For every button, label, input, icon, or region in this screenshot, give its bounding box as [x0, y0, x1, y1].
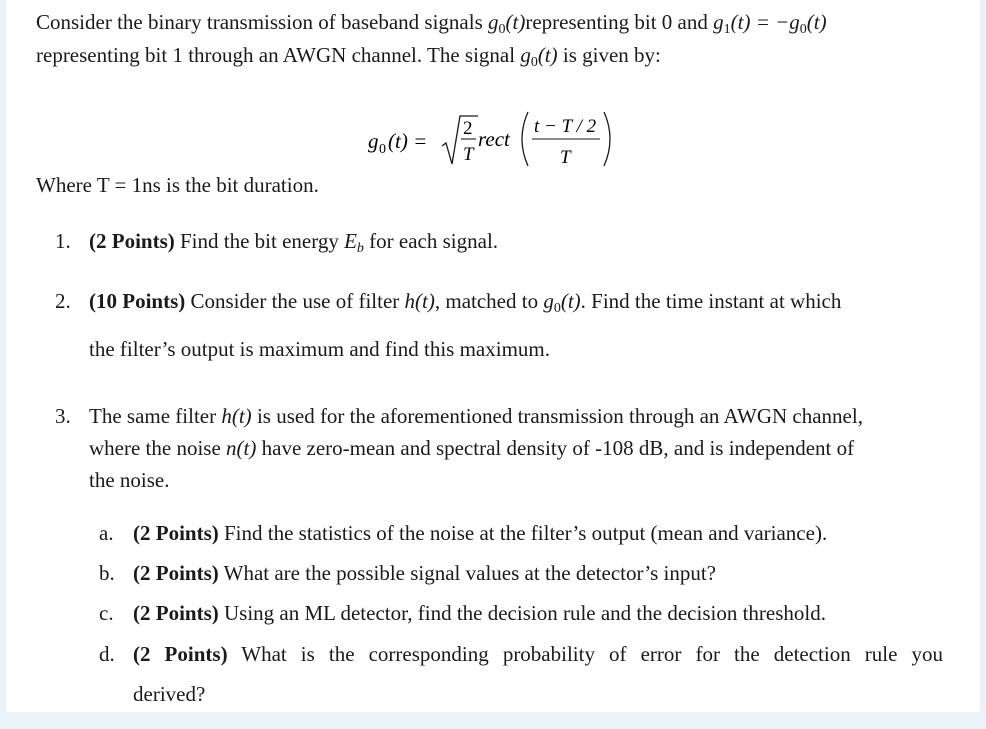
intro-line-1: Consider the binary transmission of baseband signals $g_0(t)representing$ bit 0 and $g_1(t) = -g_0(t)$: [36, 10, 827, 37]
eq-lhs-arg: (t) =: [388, 129, 428, 153]
sqrt-denominator: T: [463, 144, 474, 165]
q2-line-2: the filter’s output is maximum and find this maximum.: [89, 337, 550, 361]
rect-label: rect: [478, 127, 510, 151]
q3-line-1: The same filter h(t) is used for the aforementioned transmission through an AWGN channel,: [89, 404, 863, 428]
left-paren: [522, 112, 528, 166]
frac-numerator: t − T / 2: [534, 116, 597, 137]
q3c-text: (2 Points) Using an ML detector, find the decision rule and the decision threshold.: [133, 601, 826, 625]
eq-lhs-sub: 0: [379, 142, 386, 157]
right-paren: [604, 112, 610, 166]
q3b-text: (2 Points) What are the possible signal values at the detector’s input?: [133, 561, 716, 585]
q3d-text: (2 Points) What is the corresponding probability of error for the detection rule you: [133, 642, 943, 666]
intro-line-2: representing bit 1 through an AWGN channel. The signal $g_0(t)$ is given by:: [36, 43, 661, 70]
q3-number: 3.: [55, 404, 71, 428]
signal-equation: [368, 106, 638, 172]
q3b-letter: b.: [99, 561, 115, 585]
q2-line-1: (10 Points) Consider the use of filter h(t), matched to $g_0(t)$. Find the time instant at which: [89, 289, 842, 316]
q1-text: (2 Points) Find the bit energy $E_b$ for each signal.: [89, 229, 499, 256]
q3-line-3: the noise.: [89, 468, 170, 492]
q2-number: 2.: [55, 289, 71, 313]
sqrt-numerator: 2: [463, 118, 473, 139]
q3c-letter: c.: [99, 601, 114, 625]
q3-line-2: where the noise n(t) have zero-mean and spectral density of -108 dB, and is independent of: [89, 436, 855, 460]
q3d-letter: d.: [99, 642, 115, 666]
eq-lhs: g: [368, 129, 379, 153]
q1-number: 1.: [55, 229, 71, 253]
q3d-text-line-2: derived?: [133, 682, 206, 706]
frac-denominator: T: [560, 147, 571, 168]
document-page: [6, 0, 980, 712]
where-line: Where T = 1ns is the bit duration.: [36, 173, 319, 197]
q3a-letter: a.: [99, 521, 114, 545]
q3a-text: (2 Points) Find the statistics of the noise at the filter’s output (mean and variance).: [133, 521, 828, 545]
